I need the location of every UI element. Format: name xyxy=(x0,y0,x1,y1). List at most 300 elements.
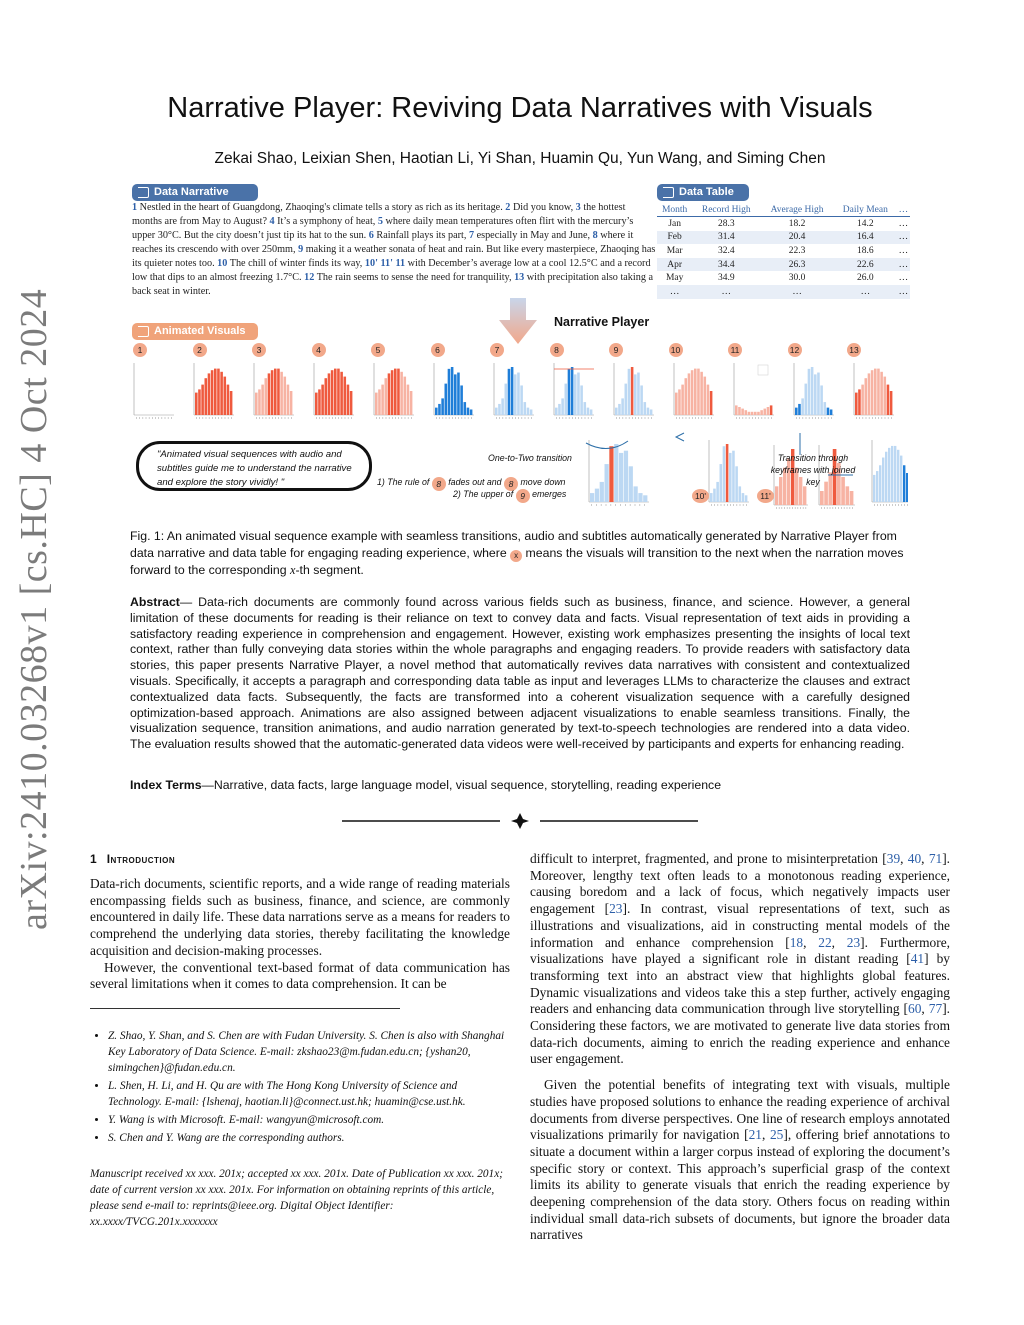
chart-bar xyxy=(694,369,697,415)
down-arrow-icon xyxy=(499,298,537,344)
chart-bar xyxy=(331,370,334,415)
step-badge: 12 xyxy=(788,343,802,357)
chart-bar xyxy=(820,491,824,505)
chart-bar xyxy=(334,369,337,415)
chart-bar xyxy=(726,444,729,502)
chart-bar xyxy=(697,369,700,415)
segment-number: 2 xyxy=(505,202,511,213)
chart-bar xyxy=(738,407,741,415)
section-divider xyxy=(342,812,698,830)
data-narrative-label xyxy=(132,184,258,201)
citation-link[interactable]: 21 xyxy=(748,1127,762,1143)
chart-bar xyxy=(814,374,817,415)
table-cell: 26.3 xyxy=(760,258,834,272)
chart-bar xyxy=(284,377,287,415)
chart-bar xyxy=(897,450,899,502)
caption-badge: x xyxy=(510,550,522,562)
segment-text: where daily mean temperatures often flirt with the mercury’s upper 30°C. But the city doesn’t just tip its hat to the sun. xyxy=(132,216,634,241)
chart-bar xyxy=(885,452,887,502)
citation-link[interactable]: 71 xyxy=(928,851,943,866)
chart-bar xyxy=(827,408,830,415)
citation-link[interactable]: 23 xyxy=(609,901,623,917)
chart-bar xyxy=(887,385,890,415)
segment-text: especially in May and June, xyxy=(474,230,593,241)
chart-bar xyxy=(745,495,748,502)
table-cell: 18.6 xyxy=(857,245,874,256)
index-terms-text: —Narrative, data facts, large language model, visual sequence, storytelling, reading experience xyxy=(201,778,722,792)
chart-bar xyxy=(344,377,347,415)
chart-bar xyxy=(277,369,280,415)
chart-bar xyxy=(754,412,757,415)
table-cell: 32.4 xyxy=(717,245,735,256)
citation-link[interactable]: 23 xyxy=(846,934,861,950)
chart-bar xyxy=(688,373,691,415)
index-terms-label: Index Terms xyxy=(130,778,202,792)
table-cell: 20.4 xyxy=(760,231,834,245)
segment-number: 10' 11' 11 xyxy=(364,258,406,269)
chart-bar xyxy=(605,464,609,502)
chart-bar xyxy=(378,389,381,415)
table-cell: 14.2 xyxy=(857,218,874,229)
chart-bar xyxy=(400,372,403,415)
chart-bar xyxy=(584,402,587,415)
chart-bar xyxy=(464,402,467,415)
chart-bar xyxy=(874,369,877,415)
chart-bar xyxy=(751,412,754,415)
chart-bar xyxy=(198,389,201,415)
step-badge: 6 xyxy=(431,343,445,357)
chart-bar xyxy=(609,446,613,502)
chart-bar xyxy=(801,398,804,415)
chart-bar xyxy=(643,495,647,502)
chart-bar xyxy=(205,378,208,415)
arrow-in-icon xyxy=(138,326,149,337)
chart-bar xyxy=(271,370,274,415)
chart-bar xyxy=(508,369,511,415)
chart-bar xyxy=(795,408,798,415)
chart-bar xyxy=(735,466,738,502)
caption-variable: x xyxy=(289,563,296,577)
table-cell: 31.4 xyxy=(692,231,760,245)
chart-bar xyxy=(268,373,271,415)
chart-bar xyxy=(498,404,501,415)
chart-bar xyxy=(391,370,394,415)
chart-bar xyxy=(621,398,624,415)
chart-bar xyxy=(868,373,871,415)
chart-bar xyxy=(227,385,230,415)
introduction-left-column xyxy=(90,876,510,993)
caption-text: Fig. 1: An animated visual sequence example with seamless transitions, audio and subtitles automatically generated by Narrative Player from data narrative and data table for engaging reading experience, where xyxy=(130,529,897,560)
chart-bar xyxy=(375,393,378,415)
chart-bar xyxy=(903,465,905,502)
arxiv-identifier: arXiv:2410.03268v1 [cs.HC] 4 Oct 2024 xyxy=(13,288,55,930)
data-table-header xyxy=(657,204,910,217)
chart-bar xyxy=(700,372,703,415)
table-header-cell: Record High xyxy=(692,204,760,217)
data-table-body xyxy=(657,217,910,299)
chart-bar xyxy=(615,408,618,415)
chart-bar xyxy=(445,384,448,415)
chart-bar xyxy=(211,370,214,415)
segment-number: 3 xyxy=(575,202,581,213)
chart-bar xyxy=(628,369,631,415)
chart-bar xyxy=(290,391,293,415)
chart-bar xyxy=(410,391,413,415)
chart-bar xyxy=(871,370,874,415)
chart-bar xyxy=(397,369,400,415)
chart-bar xyxy=(798,404,801,415)
chart-bar xyxy=(805,384,808,415)
arrow-in-icon xyxy=(138,187,149,198)
segment-text: Rainfall plays its part, xyxy=(373,230,469,241)
table-cell: 26.0 xyxy=(857,273,874,284)
chart-bar xyxy=(640,385,643,415)
step-badge: 8 xyxy=(504,477,518,491)
chart-bar xyxy=(451,367,454,415)
intro-paragraph xyxy=(530,851,950,1068)
chart-bar xyxy=(454,374,457,415)
intro-paragraph: Data-rich documents, scientific reports, and a wide range of reading materials encompassing fields such as business, finance, and science, are commonly encountered in daily life. These data narrations serve as a means for readers to comprehend the underlying data stories, thereby facilitating the knowledge acquisition and decision-making processes. xyxy=(90,876,510,958)
animated-visuals-text: Animated Visuals xyxy=(154,325,246,337)
data-narrative-text: Data Narrative xyxy=(154,186,229,198)
table-cell: Jan xyxy=(668,218,681,229)
chart-bar xyxy=(520,385,523,415)
abstract-label: Abstract xyxy=(130,595,180,609)
paragraph-text: ] by transforming text into an abstract view that highlights global features. Dynamic visualizations and videos take this a step further, actively engaging readers and enhancing data communication through live storytelling [ xyxy=(530,951,950,1017)
citation-link[interactable]: 60 xyxy=(908,1001,922,1017)
chart-bar xyxy=(565,384,568,415)
chart-bar xyxy=(524,402,527,415)
chart-bar xyxy=(764,409,767,415)
table-cell: … xyxy=(898,245,909,256)
chart-bar xyxy=(347,385,350,415)
table-header-cell: Daily Mean xyxy=(834,204,897,217)
paragraph-text: ]. In contrast, visual representations of text, such as illustrations and visualizations, aid in constructing mental models of the information and enhance comprehension [ xyxy=(530,901,950,950)
step-badge: 4 xyxy=(312,343,326,357)
rule-line-2 xyxy=(453,487,566,501)
chart-bar xyxy=(619,453,623,502)
paragraph-text: difficult to interpret, fragmented, and prone to misinterpretation [ xyxy=(530,851,887,866)
paragraph-text: ]. Considering these factors, we are motivated to generate live data stories from data-rich documents, aiming to enrich the reading experience and enhance user engagement. xyxy=(530,1001,950,1067)
rule-text: fades out and xyxy=(448,477,502,487)
table-row xyxy=(657,285,910,299)
intro-paragraph xyxy=(530,1077,950,1244)
chart-bar xyxy=(704,377,707,415)
chart-bar xyxy=(876,471,878,502)
chart-bar xyxy=(328,373,331,415)
segment-number: 4 xyxy=(269,216,275,227)
chart-bar xyxy=(891,446,893,502)
manuscript-note: Manuscript received xx xxx. 201x; accepted xx xxx. 201x. Date of Publication xx xxx. 201x; date of current version xx xxx. 201x. For information on obtaining reprints of this article, please send e-mail to: reprints@ieee.org. Digital Object Identifier: xx.xxxx/TVCG.201x.xxxxxxx xyxy=(90,1168,503,1228)
chart-bar xyxy=(811,367,814,415)
citation-link[interactable]: 41 xyxy=(910,951,925,967)
chart-bar xyxy=(858,389,861,415)
segment-text: The chill of winter finds its way, xyxy=(227,258,365,269)
table-cell: May xyxy=(665,273,684,284)
chart-bar xyxy=(325,378,328,415)
chart-bar xyxy=(590,409,593,415)
chart-bar xyxy=(340,372,343,415)
table-cell: … xyxy=(657,285,692,299)
citation-link[interactable]: 77 xyxy=(928,1001,943,1017)
paragraph-text: , xyxy=(761,1127,770,1143)
chart-bar xyxy=(404,377,407,415)
segment-number: 12 xyxy=(304,272,315,283)
chart-bar xyxy=(760,410,763,415)
chart-bar xyxy=(741,409,744,415)
table-row xyxy=(657,217,910,231)
table-cell: 28.3 xyxy=(717,218,735,229)
segment-number: 7 xyxy=(468,230,475,241)
chart-bar xyxy=(850,491,854,505)
index-terms xyxy=(130,778,910,792)
chart-bar xyxy=(350,391,353,415)
section-number: 1 xyxy=(90,852,97,866)
caption-text: -th segment. xyxy=(295,563,364,577)
chart-bar xyxy=(318,389,321,415)
chart-bar xyxy=(381,385,384,415)
table-row xyxy=(657,244,910,258)
section-title: Introduction xyxy=(106,852,176,866)
table-cell: … xyxy=(834,285,897,299)
footnote-rule xyxy=(90,1008,400,1009)
chart-bar xyxy=(624,451,628,502)
chart-bar xyxy=(846,486,850,505)
chart-bar xyxy=(321,385,324,415)
chart-bar xyxy=(634,486,638,502)
chart-bar xyxy=(675,393,678,415)
chart-bar xyxy=(685,378,688,415)
chart-bar xyxy=(710,493,713,502)
data-table-label xyxy=(657,184,749,201)
chart-bar xyxy=(577,373,580,415)
rule-text: emerges xyxy=(532,489,567,499)
chart-bar xyxy=(888,448,890,502)
footnote-item: • Y. Wang is with Microsoft. E-mail: wangyun@microsoft.com. xyxy=(108,1112,510,1128)
paragraph-text: , xyxy=(803,934,819,950)
chart-bar xyxy=(514,374,517,415)
chart-bar xyxy=(637,373,640,415)
chart-bar xyxy=(638,493,642,502)
chart-bar xyxy=(678,389,681,415)
chart-bar xyxy=(629,466,633,502)
segment-number: 9 xyxy=(298,244,304,255)
transition-note: Transition through keyframes with joined key xyxy=(770,453,856,487)
citation-link[interactable]: 18 xyxy=(789,934,804,950)
segment-text: with December’s average low at a cool 12.5°C and a record low that dips to an almost freezing 1.7°C. xyxy=(132,258,651,283)
step-badge: 8 xyxy=(432,477,446,491)
paragraph-text: ], offering brief annotations to situate a document within a larger corpus instead of exploring the document’s specific story or context. This approach’s superficial grasp of the context limits its ability to generate visuals that enrich the reading experience by deepening comprehension of the data story. Others focus on reading within individual small data-rich subsets of documents, but ignore the broader data narratives xyxy=(530,1127,951,1243)
chart-bar xyxy=(820,385,823,415)
table-row xyxy=(657,258,910,272)
chart-bar xyxy=(710,391,713,415)
chart-bar xyxy=(315,393,318,415)
chart-bar xyxy=(590,493,594,502)
chart-bar xyxy=(574,374,577,415)
chart-bar xyxy=(587,408,590,415)
segment-number: 13 xyxy=(514,272,525,283)
chart-bar xyxy=(527,408,530,415)
chart-bar xyxy=(388,373,391,415)
author-footnotes xyxy=(90,1028,510,1148)
abstract xyxy=(130,595,910,753)
transition-arrow xyxy=(586,441,628,449)
introduction-right-column xyxy=(530,851,950,1253)
author-list: Zekai Shao, Leixian Shen, Haotian Li, Yi Shan, Huamin Qu, Yun Wang, and Siming Chen xyxy=(214,150,826,167)
chart-bar xyxy=(650,409,653,415)
chart-bar xyxy=(571,367,574,415)
chart-bar xyxy=(906,473,908,502)
citation-link[interactable]: 40 xyxy=(907,851,922,866)
table-cell: … xyxy=(898,286,909,297)
chart-bar xyxy=(287,385,290,415)
step-badge: 11 xyxy=(728,343,742,357)
segment-text: Did you know, xyxy=(510,202,576,213)
chart-bar xyxy=(735,405,738,415)
chart-bar xyxy=(894,446,896,502)
chart-bar xyxy=(720,464,723,502)
one-to-two-label: One-to-Two transition xyxy=(488,453,572,463)
table-cell: 16.4 xyxy=(834,231,897,245)
chart-bar xyxy=(900,456,902,502)
table-cell: … xyxy=(692,285,760,299)
chart-bar xyxy=(448,369,451,415)
chart-bar xyxy=(748,412,751,415)
chart-bar xyxy=(441,398,444,415)
chart-bar xyxy=(707,385,710,415)
chart-bar xyxy=(201,385,204,415)
citation-link[interactable]: 22 xyxy=(818,934,832,950)
segment-text: Nestled in the heart of Guangdong, Zhaoqing's climate tells a story as rich as its heritage. xyxy=(137,202,506,213)
chart-bar xyxy=(255,393,258,415)
chart-bar xyxy=(230,391,233,415)
chart-bar xyxy=(723,446,726,502)
chart-bar xyxy=(884,377,887,415)
chart-bar xyxy=(600,482,604,502)
step-badge: 8 xyxy=(550,343,564,357)
step-badge: 10 xyxy=(669,343,683,357)
chart-bar xyxy=(882,458,884,502)
citation-link[interactable]: 25 xyxy=(769,1127,784,1143)
user-quote: "Animated visual sequences with audio and subtitles guide me to understand the narrative and explore the story vividly! " xyxy=(136,441,372,491)
table-cell: 34.4 xyxy=(692,258,760,272)
chart-bar xyxy=(644,402,647,415)
narrative-player-label: Narrative Player xyxy=(554,315,650,329)
chart-bar xyxy=(214,369,217,415)
table-cell: … xyxy=(898,232,909,243)
segment-text: The rain seems to sense the need for tranquility, xyxy=(314,272,515,283)
chart-bar xyxy=(280,372,283,415)
table-cell: … xyxy=(898,259,909,270)
table-cell: … xyxy=(898,218,909,229)
intro-paragraph: However, the conventional text-based format of data communication has several limitations when it comes to data comprehension. It can be xyxy=(90,959,510,992)
table-cell: … xyxy=(898,273,909,284)
chart-bar xyxy=(394,369,397,415)
table-cell: 22.3 xyxy=(788,245,806,256)
step-badge: 5 xyxy=(371,343,385,357)
segment-text: making it a weather sonata of heat and rain. But like every masterpiece, Zhaoqing has its quieter notes too. xyxy=(132,244,656,269)
chart-bar xyxy=(745,410,748,415)
chart-bar xyxy=(385,378,388,415)
arrow-in-icon xyxy=(663,187,674,198)
segment-text: It’s a symphony of heat, xyxy=(274,216,378,227)
chart-bar xyxy=(595,489,599,502)
chart-bar xyxy=(555,408,558,415)
chart-bar xyxy=(830,409,833,415)
segment-text: the hottest months are from May to August? xyxy=(132,202,626,227)
chart-bar xyxy=(217,369,220,415)
paragraph-text: , xyxy=(831,934,847,950)
table-header-cell: Month xyxy=(657,204,692,217)
chart-bar xyxy=(561,398,564,415)
star-icon xyxy=(511,813,529,829)
table-header-cell: … xyxy=(898,205,909,215)
step-badge: 2 xyxy=(193,343,207,357)
step-badge: 9 xyxy=(516,489,530,503)
chart-bar xyxy=(530,409,533,415)
table-row xyxy=(657,231,910,245)
chart-bar xyxy=(505,384,508,415)
chart-bar xyxy=(265,378,268,415)
chart-bar xyxy=(407,385,410,415)
chart-bar xyxy=(861,385,864,415)
chart-bar xyxy=(580,385,583,415)
segment-number: 1 xyxy=(132,202,138,213)
chart-bar xyxy=(460,385,463,415)
table-cell: Mar xyxy=(666,245,683,256)
paragraph-text: ]. Furthermore, visualizations have played a significant role in distant reading [ xyxy=(530,934,951,967)
paragraph-text: , xyxy=(921,851,929,866)
table-cell: Feb xyxy=(657,231,692,245)
chart-bar xyxy=(757,412,760,415)
chart-bar xyxy=(775,486,778,505)
caption-text: means the visuals will transition to the next when the narration moves forward to the corresponding xyxy=(130,546,904,577)
chart-bar xyxy=(716,482,719,502)
chart-bar xyxy=(558,404,561,415)
chart-bar xyxy=(873,475,875,502)
chart-bar xyxy=(438,404,441,415)
chart-bar xyxy=(511,367,514,415)
abstract-text: — Data-rich documents are commonly found across various fields such as business, finance, and science. However, a general limitation of these documents for reading is their reliance on text to convey data and facts. Visual representation of text aids in providing a satisfactory reading experience in comprehension and engagement. However, existing work emphasizes presenting the insights of local text context, rather than fully conveying data stories within the whole paragraphs and engaging readers. To provide readers with satisfactory data stories, this paper presents Narrative Player, a novel method that automatically revives data narratives with consistent and contextualized visuals. Specifically, it accepts a paragraph and corresponding data table as input and leverages LLMs to characterize the clauses and extract contextualized data facts. Subsequently, the facts are transformed into a coherent visualization sequence with a carefully designed optimization-based approach. Animations are also assigned between adjacent visualizations to enable seamless transitions. Finally, the visualization sequence, transition animations, and audio narration generated by text-to-speech technologies are rendered into a data video. The evaluation results showed that the automatic-generated data videos were well-received by participants and experts for enhancing reading. xyxy=(130,595,910,752)
animated-visuals-label xyxy=(132,323,258,340)
chart-bar xyxy=(517,373,520,415)
chart-bar xyxy=(614,444,618,502)
step-badge: 7 xyxy=(490,343,504,357)
chart-bar xyxy=(274,369,277,415)
chart-bar xyxy=(767,407,770,415)
citation-link[interactable]: 39 xyxy=(886,851,901,866)
rule-text: 2) The upper of xyxy=(453,489,514,499)
chart-bar xyxy=(467,408,470,415)
table-cell: 22.6 xyxy=(834,258,897,272)
paper-title: Narrative Player: Reviving Data Narratives with Visuals xyxy=(167,92,873,124)
footnote-item: • S. Chen and Y. Wang are the corresponding authors. xyxy=(108,1130,510,1146)
chart-bar xyxy=(435,408,438,415)
figure-caption xyxy=(130,528,910,579)
chart-bar xyxy=(865,378,868,415)
chart-bar xyxy=(877,369,880,415)
chart-bar xyxy=(208,373,211,415)
paragraph-text: , xyxy=(900,851,908,866)
data-table-text: Data Table xyxy=(679,186,734,198)
chart-legend xyxy=(758,365,768,375)
chart-bar xyxy=(634,374,637,415)
data-narrative-paragraph xyxy=(132,201,657,299)
segment-number: 5 xyxy=(377,216,383,227)
chart-bar xyxy=(625,384,628,415)
chart-bar xyxy=(824,402,827,415)
table-cell: … xyxy=(760,285,834,299)
